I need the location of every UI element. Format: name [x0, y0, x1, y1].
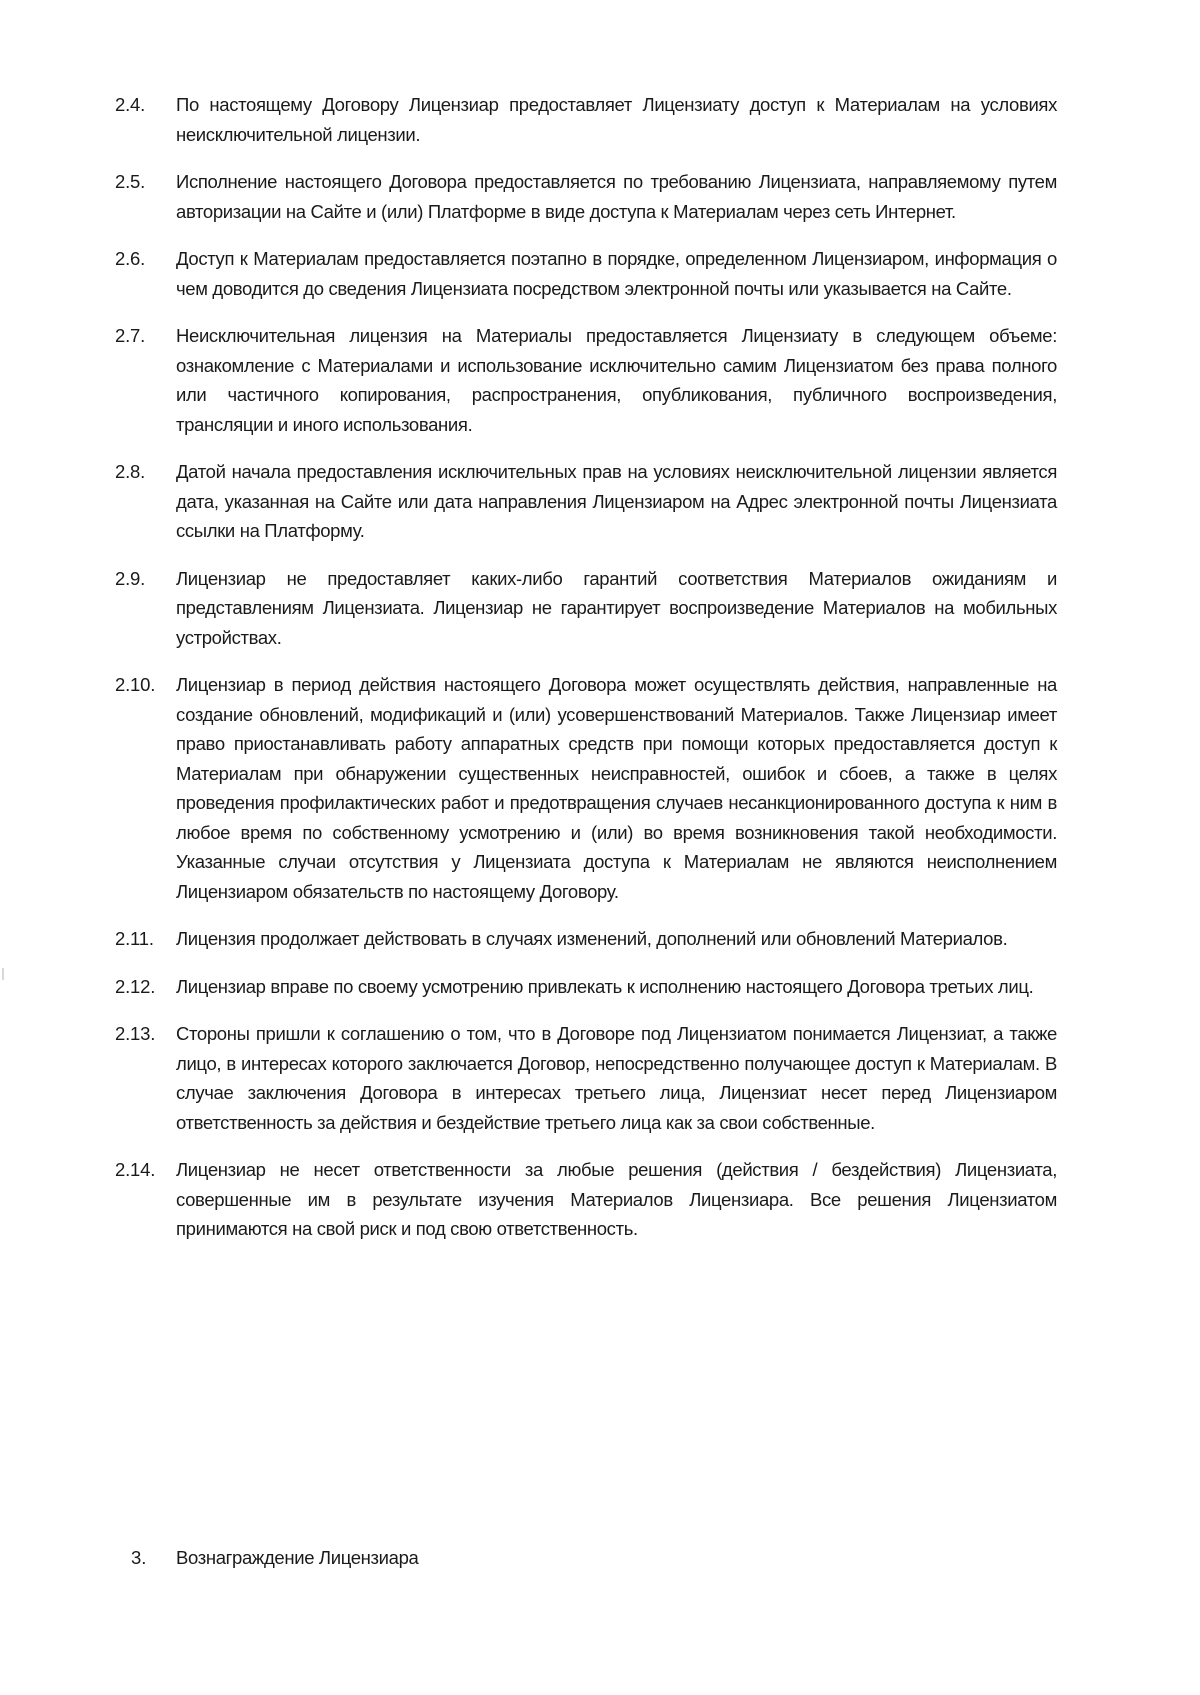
clause-number: 2.10. [115, 674, 156, 695]
clause-2-14 [115, 1155, 1057, 1244]
clause-text: Доступ к Материалам предоставляется поэтапно в порядке, определенном Лицензиаром, информация о чем доводится до сведения Лицензиата посредством электронной почты или указывается на Сайте. [176, 248, 1057, 299]
clause-number: 2.13. [115, 1023, 156, 1044]
clause-number: 2.7. [115, 325, 146, 346]
clause-2-9 [115, 564, 1057, 653]
clause-number: 2.4. [115, 94, 146, 115]
scan-artifact [2, 968, 4, 980]
clause-number: 2.9. [115, 567, 146, 589]
clause-number: 2.8. [115, 461, 146, 482]
clause-number: 2.6. [115, 248, 146, 269]
clause-2-8 [115, 457, 1057, 546]
clause-2-4 [115, 90, 1057, 149]
clause-number: 2.11. [115, 928, 154, 949]
clause-number: 2.12. [115, 975, 156, 997]
clause-text: Стороны пришли к соглашению о том, что в Договоре под Лицензиатом понимается Лицензиат, а также лицо, в интересах которого заключается Договор, непосредственно получающее доступ к Материалам. В случае заключения Договора в интересах третьего лица, Лицензиат несет перед Лицензиаром ответственность за действия и бездействие третьего лица как за свои собственные. [176, 1023, 1057, 1133]
clause-number: 2.14. [115, 1159, 156, 1180]
section-number: 3. [131, 1547, 147, 1568]
clause-text: По настоящему Договору Лицензиар предоставляет Лицензиату доступ к Материалам на условиях неисключительной лицензии. [176, 94, 1057, 145]
clause-2-13 [115, 1019, 1057, 1137]
clause-2-12 [115, 972, 1057, 1002]
clause-list [115, 90, 1057, 1262]
clause-number: 2.5. [115, 171, 146, 192]
clause-2-7 [115, 321, 1057, 439]
clause-2-5 [115, 167, 1057, 226]
section-title: Вознаграждение Лицензиара [176, 1547, 419, 1568]
clause-text: Лицензиар вправе по своему усмотрению привлекать к исполнению настоящего Договора третьих лиц. [176, 975, 1034, 997]
section-heading-3 [131, 1543, 418, 1573]
clause-text: Исполнение настоящего Договора предоставляется по требованию Лицензиата, направляемому путем авторизации на Сайте и (или) Платформе в виде доступа к Материалам через сеть Интернет. [176, 171, 1057, 222]
clause-text: Лицензиар не предоставляет каких-либо гарантий соответствия Материалов ожиданиям и представлениям Лицензиата. Лицензиар не гарантирует воспроизведение Материалов на мобильных устройствах. [176, 567, 1057, 648]
clause-text: Лицензиар в период действия настоящего Договора может осуществлять действия, направленные на создание обновлений, модификаций и (или) усовершенствований Материалов. Также Лицензиар имеет право приостанавливать работу аппаратных средств при помощи которых предоставляется доступ к Материалам при обнаружении существенных неисправностей, ошибок и сбоев, а также в целях проведения профилактических работ и предотвращения случаев несанкционированного доступа к ним в любое время по собственному усмотрению и (или) во время возникновения такой необходимости. Указанные случаи отсутствия у Лицензиата доступа к Материалам не являются неисполнением Лицензиаром обязательств по настоящему Договору. [176, 674, 1057, 902]
clause-text: Неисключительная лицензия на Материалы предоставляется Лицензиату в следующем объеме: ознакомление с Материалами и использование исключительно самим Лицензиатом без права полного или частичного копирования, распространения, опубликования, публичного воспроизведения, трансляции и иного использования. [176, 325, 1057, 435]
clause-2-11 [115, 924, 1057, 954]
clause-text: Лицензия продолжает действовать в случаях изменений, дополнений или обновлений Материалов. [176, 928, 1008, 949]
clause-text: Лицензиар не несет ответственности за любые решения (действия / бездействия) Лицензиата, совершенные им в результате изучения Материалов Лицензиара. Все решения Лицензиатом принимаются на свой риск и под свою ответственность. [176, 1159, 1057, 1239]
clause-text: Датой начала предоставления исключительных прав на условиях неисключительной лицензии является дата, указанная на Сайте или дата направления Лицензиаром на Адрес электронной почты Лицензиата ссылки на Платформу. [176, 461, 1057, 541]
clause-2-6 [115, 244, 1057, 303]
clause-2-10 [115, 670, 1057, 906]
